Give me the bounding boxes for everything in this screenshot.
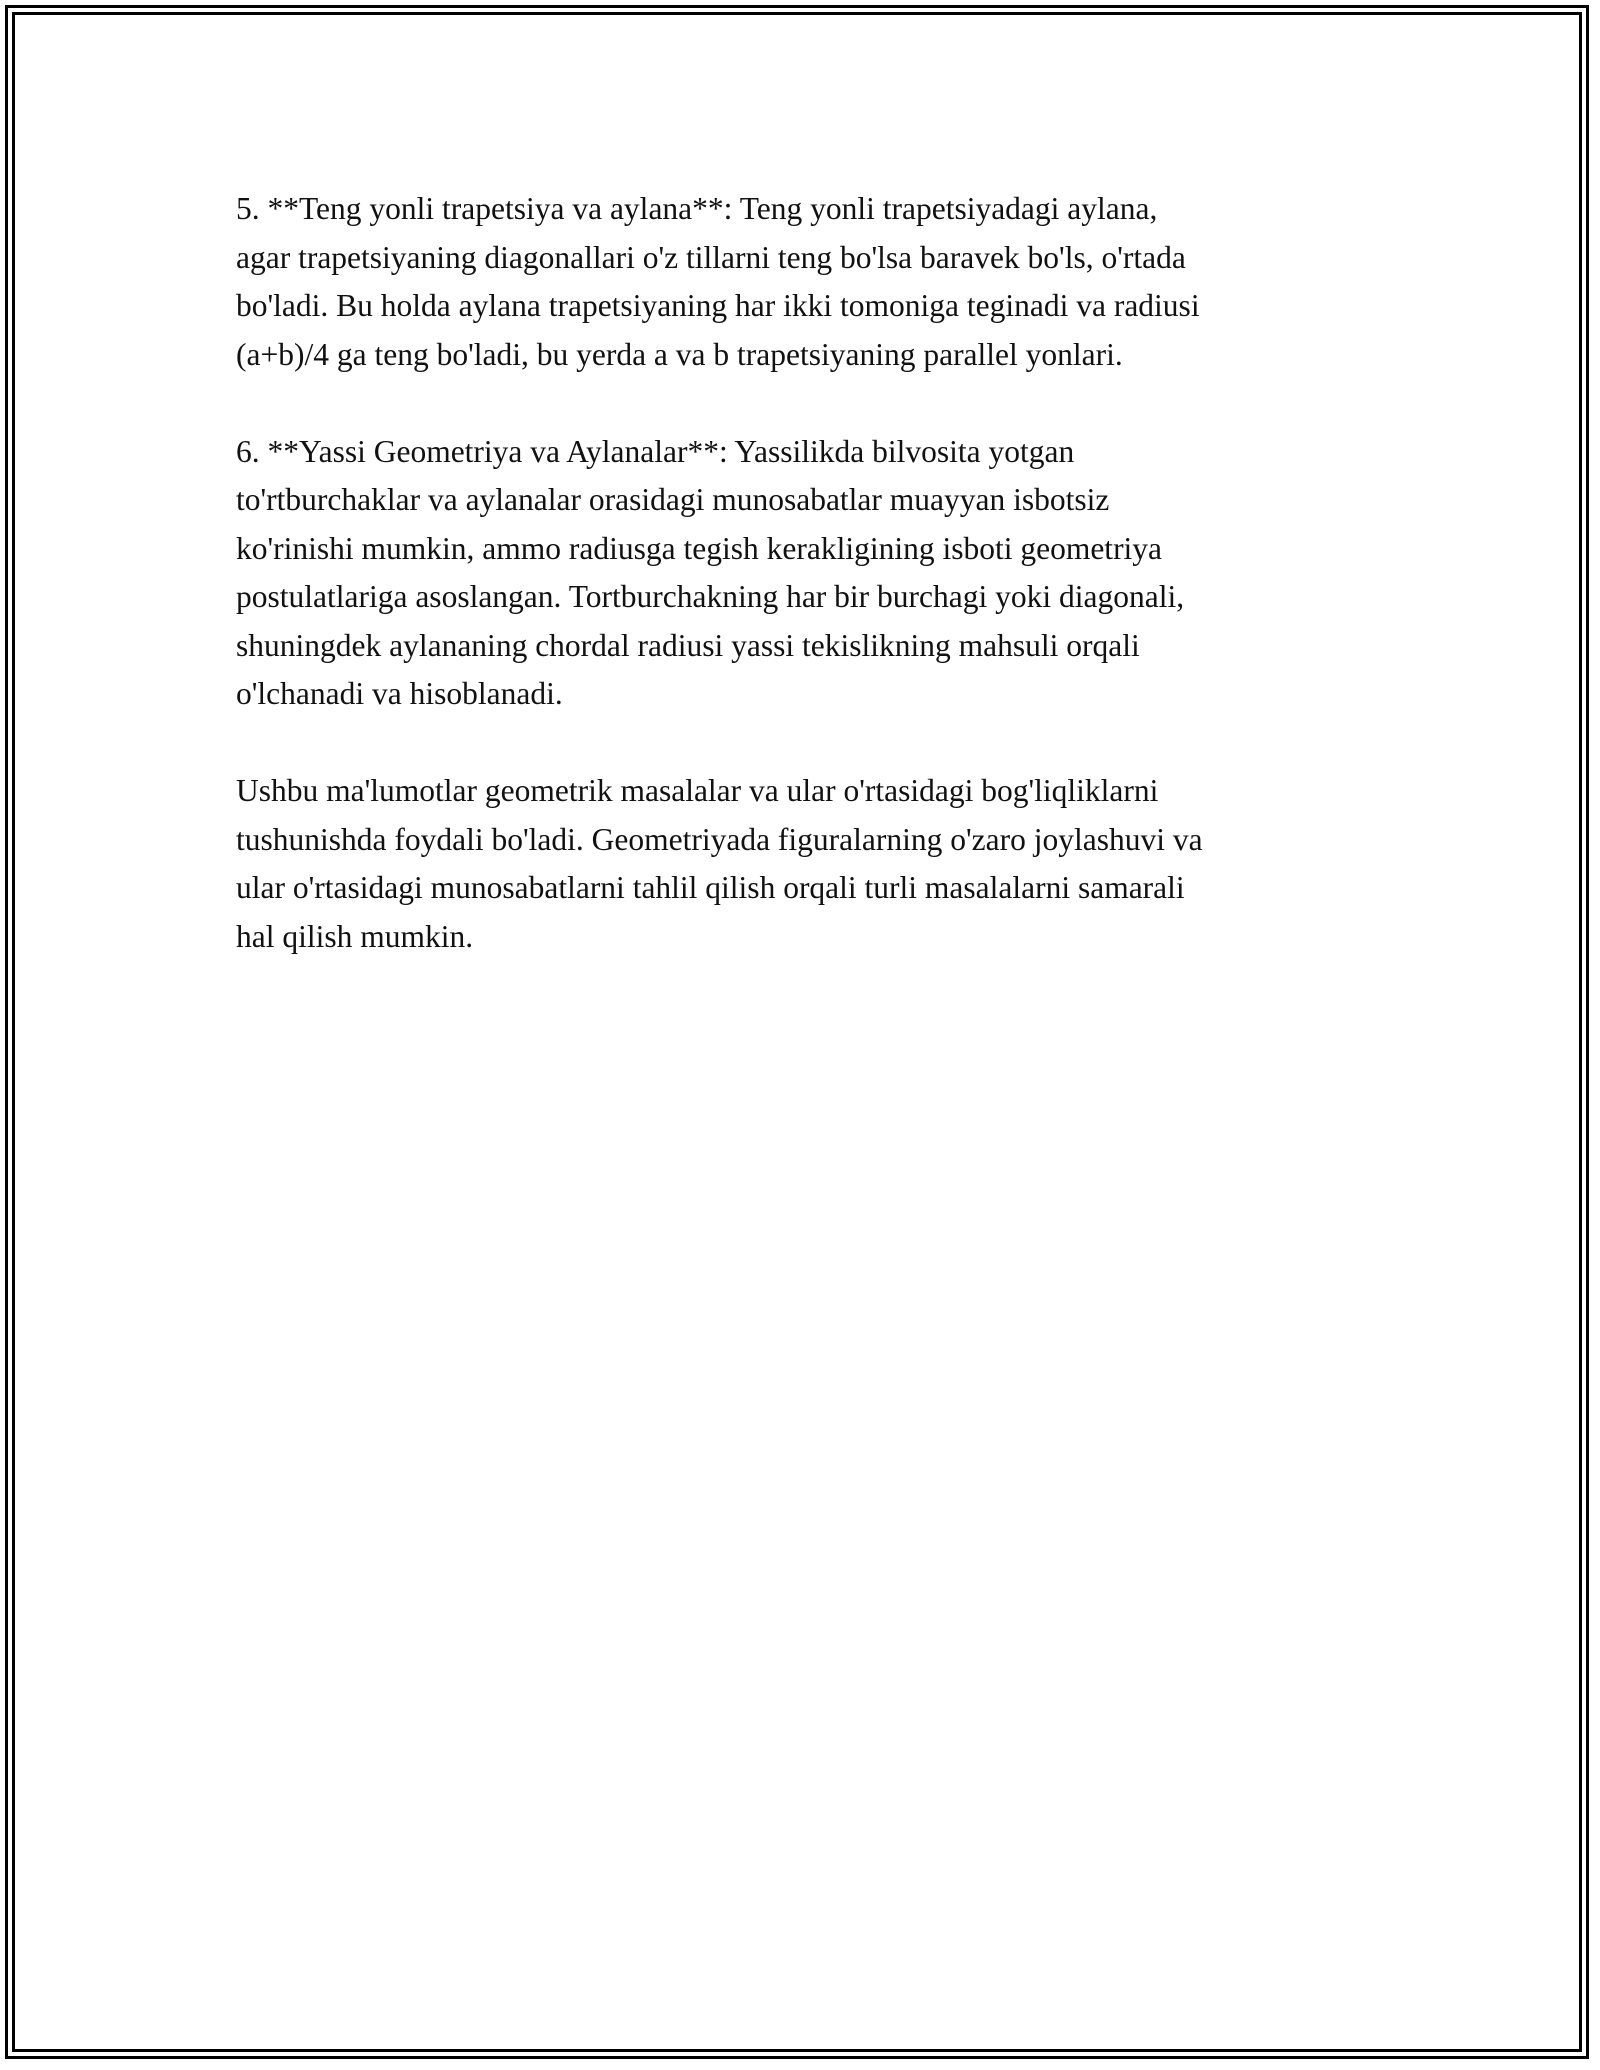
- text-line: hal qilish mumkin.: [236, 918, 474, 954]
- text-line: agar trapetsiyaning diagonallari o'z tillarni teng bo'lsa baravek bo'ls, o'rtada: [236, 239, 1186, 275]
- text-line: 5. **Teng yonli trapetsiya va aylana**: Teng yonli trapetsiyadagi aylana,: [236, 191, 1158, 226]
- text-line: o'lchanadi va hisoblanadi.: [236, 676, 563, 711]
- text-line: to'rtburchaklar va aylanalar orasidagi munosabatlar muayyan isbotsiz: [236, 482, 1110, 517]
- text-line: ular o'rtasidagi munosabatlarni tahlil qilish orqali turli masalalarni samarali: [236, 870, 1185, 905]
- text-line: shuningdek aylananing chordal radiusi yassi tekislikning mahsuli orqali: [236, 627, 1140, 663]
- text-line: (a+b)/4 ga teng bo'ladi, bu yerda a va b trapetsiyaning parallel yonlari.: [236, 336, 1123, 372]
- text-line: ko'rinishi mumkin, ammo radiusga tegish kerakligining isboti geometriya: [236, 530, 1163, 566]
- paragraph-conclusion: [236, 767, 1366, 961]
- text-line: postulatlariga asoslangan. Tortburchakning har bir burchagi yoki diagonali,: [236, 579, 1185, 614]
- paragraph-trapezoid-circle: [236, 185, 1366, 379]
- text-line: Ushbu ma'lumotlar geometrik masalalar va ular o'rtasidagi bog'liqliklarni: [236, 773, 1159, 808]
- document-body: [236, 185, 1366, 1010]
- text-line: tushunishda foydali bo'ladi. Geometriyada figuralarning o'zaro joylashuvi va: [236, 821, 1203, 857]
- text-line: bo'ladi. Bu holda aylana trapetsiyaning har ikki tomoniga teginadi va radiusi: [236, 288, 1200, 323]
- text-line: 6. **Yassi Geometriya va Aylanalar**: Yassilikda bilvosita yotgan: [236, 433, 1075, 469]
- paragraph-plane-geometry: [236, 428, 1366, 719]
